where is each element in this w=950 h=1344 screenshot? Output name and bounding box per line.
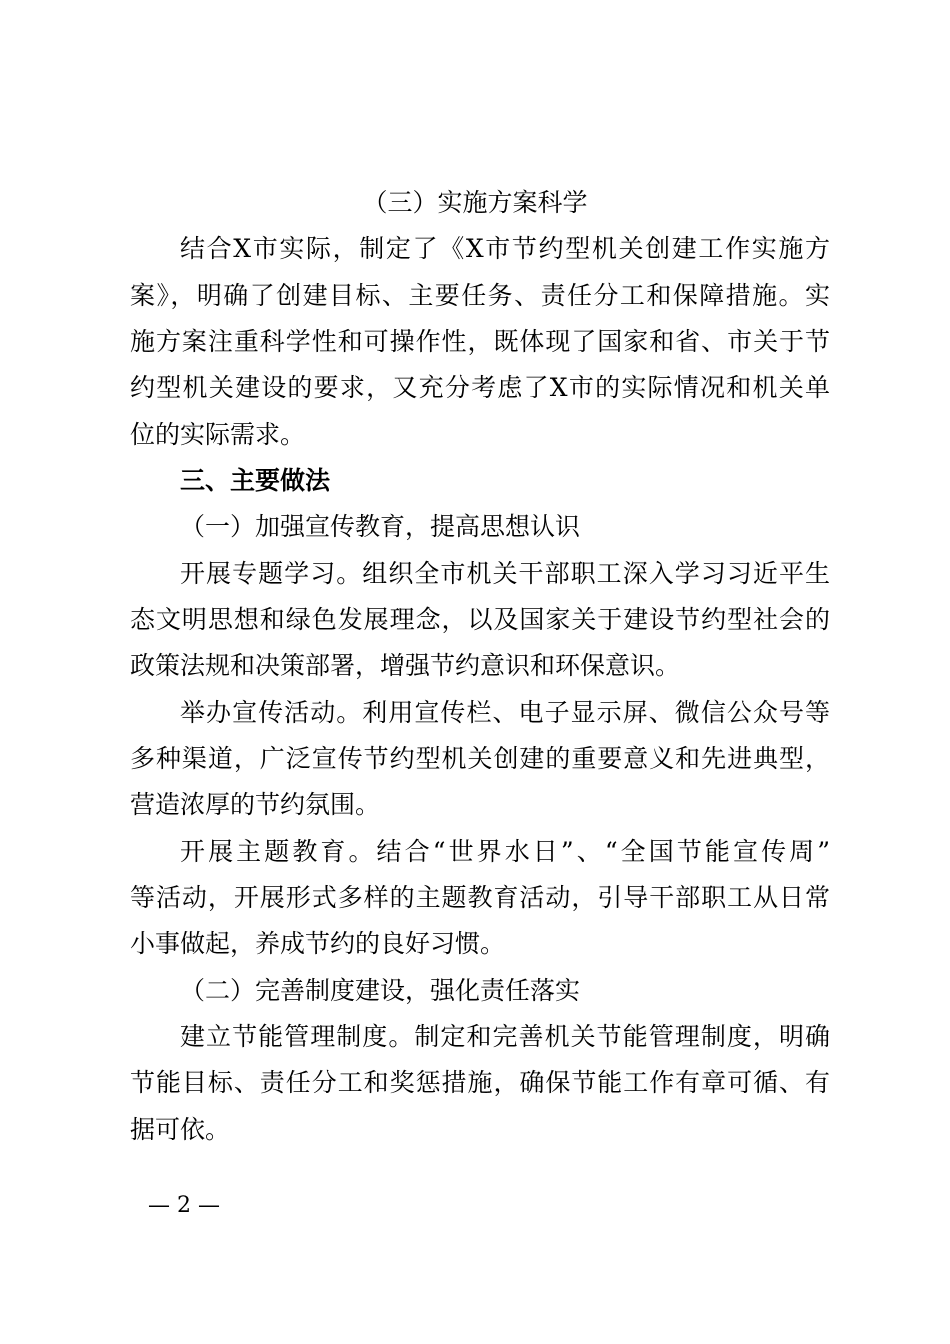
paragraph-line: 营造浓厚的节约氛围。 [130,790,381,819]
paragraph-line: 位的实际需求。 [130,420,306,449]
paragraph-line: 约型机关建设的要求，又充分考虑了X市的实际情况和机关单 [130,373,830,402]
paragraph-line: 态文明思想和绿色发展理念，以及国家关于建设节约型社会的 [130,605,830,634]
main-heading: 三、主要做法 [180,466,331,495]
paragraph-line: 建立节能管理制度。制定和完善机关节能管理制度，明确 [180,1022,830,1051]
section-heading-implementation-plan: （三）实施方案科学 [362,188,588,217]
paragraph-line: 等活动，开展形式多样的主题教育活动，引导干部职工从日常 [130,883,830,912]
subheading-system-building: （二）完善制度建设，强化责任落实 [180,976,581,1005]
paragraph-line: 开展主题教育。结合“世界水日”、“全国节能宣传周” [180,837,830,866]
paragraph-line: 多种渠道，广泛宣传节约型机关创建的重要意义和先进典型， [130,744,830,773]
paragraph-line: 施方案注重科学性和可操作性，既体现了国家和省、市关于节 [130,327,830,356]
paragraph-line: 政策法规和决策部署，增强节约意识和环保意识。 [130,651,681,680]
paragraph-line: 小事做起，养成节约的良好习惯。 [130,929,506,958]
subheading-publicity-education: （一）加强宣传教育，提高思想认识 [180,512,581,541]
paragraph-line: 结合X市实际，制定了《X市节约型机关创建工作实施方 [180,234,830,263]
paragraph-line: 节能目标、责任分工和奖惩措施，确保节能工作有章可循、有 [130,1068,830,1097]
page-number: — 2 — [148,1193,220,1218]
paragraph-line: 据可依。 [130,1115,231,1144]
paragraph-line: 举办宣传活动。利用宣传栏、电子显示屏、微信公众号等 [180,698,830,727]
paragraph-line: 开展专题学习。组织全市机关干部职工深入学习习近平生 [180,559,830,588]
paragraph-line: 案》，明确了创建目标、主要任务、责任分工和保障措施。实 [130,281,830,310]
